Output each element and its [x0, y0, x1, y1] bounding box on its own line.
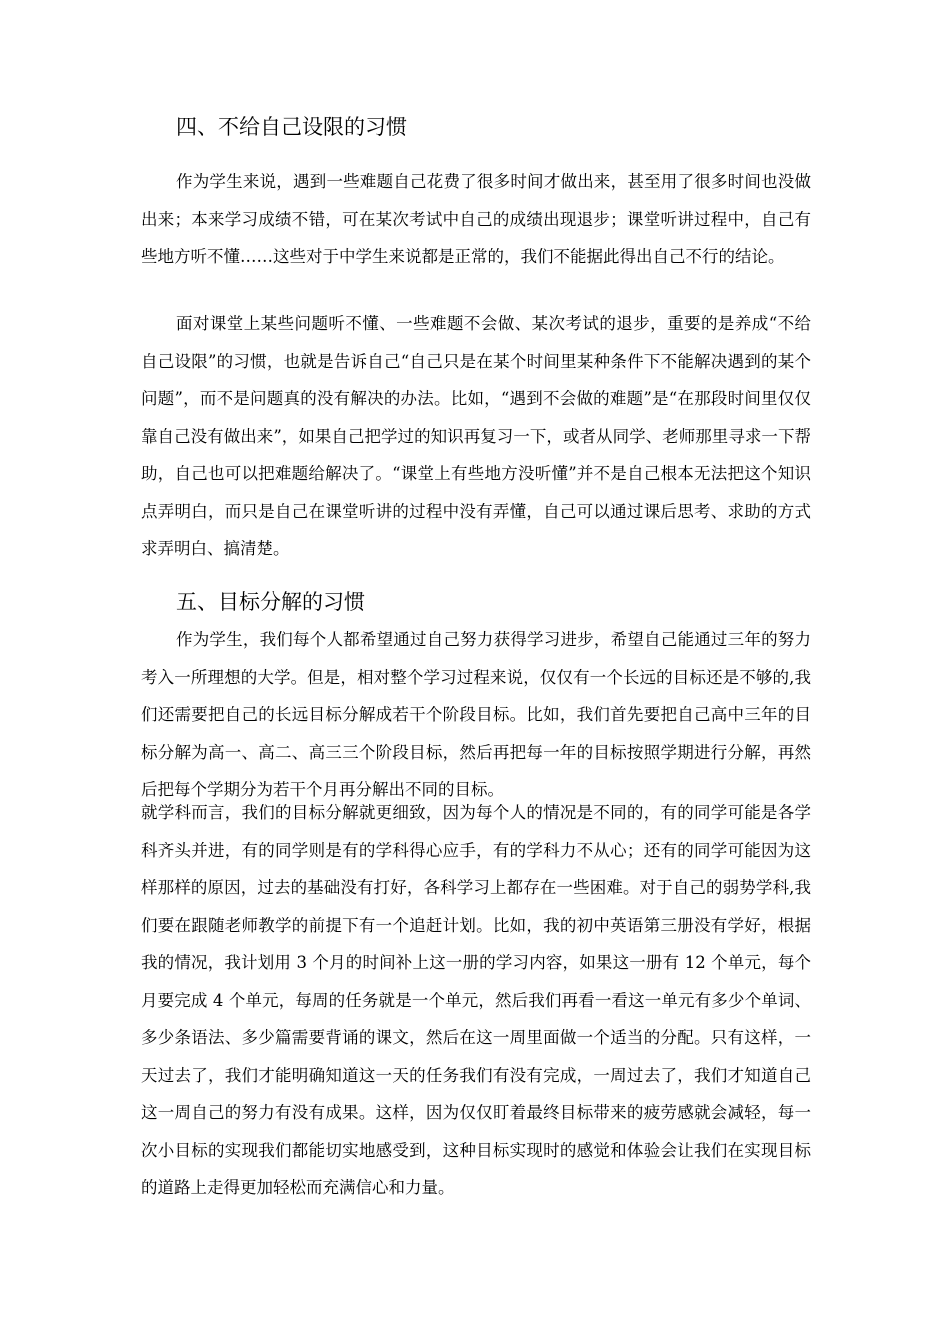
- section-5-paragraph-1: 作为学生，我们每个人都希望通过自己努力获得学习进步，希望自己能通过三年的努力考入一所理想的大学。但是，相对整个学习过程来说，仅仅有一个长远的目标还是不够的,我们还需要把自己的长远目标分解成若干个阶段目标。比如，我们首先要把自己高中三年的目标分解为高一、高二、高三三个阶段目标，然后再把每一年的目标按照学期进行分解，再然后把每个学期分为若干个月再分解出不同的目标。: [141, 630, 811, 799]
- section-5-heading: 五、目标分解的习惯: [176, 590, 365, 614]
- section-4-paragraph-2: 面对课堂上某些问题听不懂、一些难题不会做、某次考试的退步，重要的是养成“不给自己设限”的习惯，也就是告诉自己“自己只是在某个时间里某种条件下不能解决遇到的某个问题”，而不是问题真的没有解决的办法。比如，“遇到不会做的难题”是“在那段时间里仅仅靠自己没有做出来”，如果自己把学过的知识再复习一下，或者从同学、老师那里寻求一下帮助，自己也可以把难题给解决了。“课堂上有些地方没听懂”并不是自己根本无法把这个知识点弄明白，而只是自己在课堂听讲的过程中没有弄懂，自己可以通过课后思考、求助的方式求弄明白、搞清楚。: [141, 314, 811, 558]
- section-4-heading: 四、不给自己设限的习惯: [176, 115, 407, 139]
- section-4-paragraph-1: 作为学生来说，遇到一些难题自己花费了很多时间才做出来，甚至用了很多时间也没做出来；本来学习成绩不错，可在某次考试中自己的成绩出现退步；课堂听讲过程中，自己有些地方听不懂……这些对于中学生来说都是正常的，我们不能据此得出自己不行的结论。: [141, 172, 811, 266]
- section-5-paragraph-2: 就学科而言，我们的目标分解就更细致，因为每个人的情况是不同的，有的同学可能是各学科齐头并进，有的同学则是有的学科得心应手，有的学科力不从心；还有的同学可能因为这样那样的原因，过去的基础没有打好，各科学习上都存在一些困难。对于自己的弱势学科,我们要在跟随老师教学的前提下有一个追赶计划。比如，我的初中英语第三册没有学好，根据我的情况，我计划用 3 个月的时间补上这一册的学习内容，如果这一册有 12 个单元，每个月要完成 4 个单元，每周的任务就是一个单元，然后我们再看一看这一单元有多少个单词、多少条语法、多少篇需要背诵的课文，然后在这一周里面做一个适当的分配。只有这样，一天过去了，我们才能明确知道这一天的任务我们有没有完成，一周过去了，我们才知道自己这一周自己的努力有没有成果。这样，因为仅仅盯着最终目标带来的疲劳感就会减轻，每一次小目标的实现我们都能切实地感受到，这种目标实现时的感觉和体验会让我们在实现目标的道路上走得更加轻松而充满信心和力量。: [141, 803, 811, 1197]
